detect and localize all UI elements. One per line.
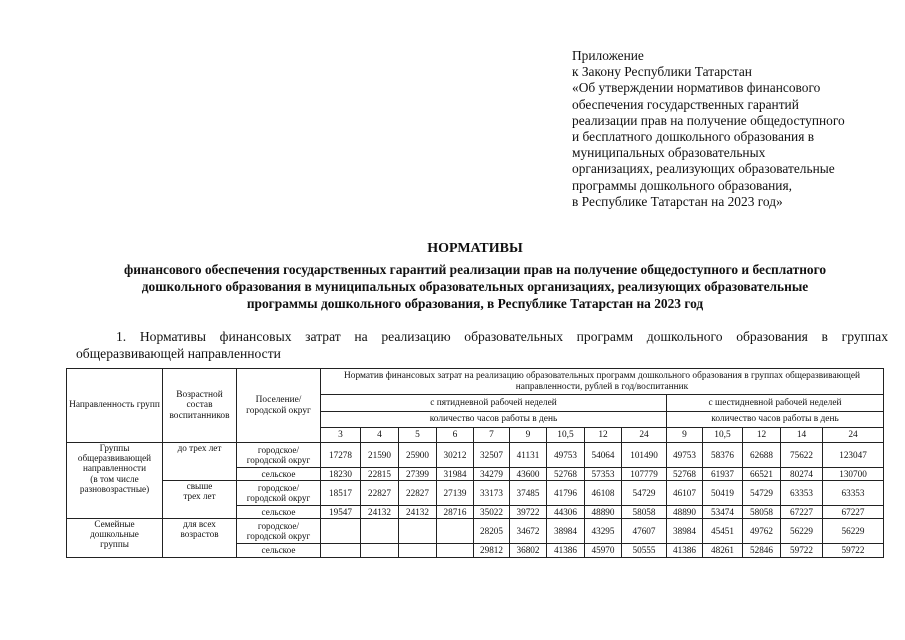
appendix-header [572,48,892,210]
value-cell [399,544,437,558]
value-cell: 47607 [622,519,667,544]
document-subtitle-line-3: программы дошкольного образования, в Республике Татарстан на 2023 год [246,296,704,311]
age-cell [163,481,237,519]
value-cell [361,519,399,544]
header-hours-five: 7 [474,428,510,443]
header-hours-six: 12 [743,428,781,443]
value-cell: 18230 [321,468,361,481]
appendix-line: обеспечения государственных гарантий [572,96,799,112]
section-paragraph [76,328,888,362]
value-cell [321,544,361,558]
value-cell: 48890 [585,506,622,519]
value-cell: 62688 [743,443,781,468]
cell-text-line: трех лет [183,491,216,502]
value-cell: 63353 [781,481,823,506]
settlement-cell [237,468,321,481]
value-cell [437,544,474,558]
value-cell: 46108 [585,481,622,506]
value-cell: 107779 [622,468,667,481]
document-subtitle-line-2: дошкольного образования в муниципальных образовательных организациях, реализующих образовательные [141,279,809,294]
value-cell: 18517 [321,481,361,506]
value-cell: 57353 [585,468,622,481]
value-cell: 37485 [510,481,547,506]
value-cell: 25900 [399,443,437,468]
cell-text-line: возрастов [180,529,219,540]
value-cell: 19547 [321,506,361,519]
value-cell: 52846 [743,544,781,558]
cell-text-line: сельское [261,468,296,479]
norms-table [66,368,884,558]
header-hours-six: 24 [823,428,884,443]
header-settlement: Поселение/ городской округ [237,369,321,443]
value-cell: 31984 [437,468,474,481]
value-cell: 41796 [547,481,585,506]
settlement-cell [237,443,321,468]
value-cell [321,519,361,544]
header-six-day-week: с шестидневной рабочей неделей [667,395,884,412]
value-cell: 58058 [743,506,781,519]
appendix-line: в Республике Татарстан на 2023 год» [572,193,783,209]
cell-text-line: разновозрастные) [79,483,150,494]
header-norm: Норматив финансовых затрат на реализацию образовательных программ дошкольного образования в группах общеразвивающей направленности, рублей в год/воспитанник [321,369,884,395]
header-hours-five: 6 [437,428,474,443]
settlement-cell [237,519,321,544]
value-cell: 27399 [399,468,437,481]
header-hours-six: 9 [667,428,703,443]
cell-text-line: городское/ [257,482,300,493]
value-cell: 32507 [474,443,510,468]
value-cell: 63353 [823,481,884,506]
value-cell: 75622 [781,443,823,468]
value-cell: 49753 [547,443,585,468]
value-cell: 35022 [474,506,510,519]
cell-text-line: Семейные [94,519,135,529]
age-cell [163,443,237,481]
value-cell: 22815 [361,468,399,481]
value-cell: 56229 [823,519,884,544]
value-cell: 123047 [823,443,884,468]
cell-text-line: сельское [261,545,296,556]
appendix-line: Приложение [572,48,644,63]
value-cell: 130700 [823,468,884,481]
appendix-line: программы дошкольного образования, [572,177,792,193]
value-cell: 38984 [547,519,585,544]
cell-text-line: Группы [99,443,130,453]
cell-text-line: группы [100,539,129,550]
value-cell: 21590 [361,443,399,468]
value-cell: 58058 [622,506,667,519]
value-cell: 27139 [437,481,474,506]
header-five-day-week: с пятидневной рабочей неделей [321,395,667,412]
value-cell: 34672 [510,519,547,544]
value-cell: 24132 [399,506,437,519]
value-cell: 22827 [361,481,399,506]
header-hours-six: 14 [781,428,823,443]
group-name-cell [67,443,163,519]
value-cell: 41131 [510,443,547,468]
table-row [67,519,884,544]
document-title: НОРМАТИВЫ [427,241,523,256]
value-cell: 80274 [781,468,823,481]
cell-text-line: дошкольные [90,529,139,540]
cell-text-line: свыше [186,481,213,491]
value-cell: 28716 [437,506,474,519]
header-direction: Направленность групп [67,369,163,443]
value-cell: 61937 [703,468,743,481]
value-cell: 39722 [510,506,547,519]
table-header [67,369,884,443]
cell-text-line: до трех лет [177,443,222,453]
appendix-line: «Об утверждении нормативов финансового [572,80,821,96]
table-body [67,443,884,558]
age-cell [163,519,237,558]
value-cell: 41386 [547,544,585,558]
value-cell: 17278 [321,443,361,468]
value-cell: 54729 [622,481,667,506]
header-hours-five: 24 [622,428,667,443]
appendix-line: муниципальных образовательных [572,145,766,161]
value-cell: 45970 [585,544,622,558]
appendix-line: и бесплатного дошкольного образования в [572,129,815,145]
value-cell: 52768 [667,468,703,481]
value-cell: 41386 [667,544,703,558]
cell-text-line: городское/ [257,520,300,531]
value-cell: 101490 [622,443,667,468]
value-cell: 48261 [703,544,743,558]
value-cell: 36802 [510,544,547,558]
header-hours-five: 3 [321,428,361,443]
settlement-cell [237,481,321,506]
header-hours-label-six: количество часов работы в день [667,412,884,428]
value-cell: 45451 [703,519,743,544]
table-row [67,481,884,506]
value-cell: 43600 [510,468,547,481]
header-hours-five: 9 [510,428,547,443]
cell-text-line: для всех [183,519,216,529]
value-cell: 50419 [703,481,743,506]
value-cell: 24132 [361,506,399,519]
appendix-line: к Закону Республики Татарстан [572,64,752,80]
value-cell: 48890 [667,506,703,519]
document-subtitle-line-1: финансового обеспечения государственных гарантий реализации прав на получение общедоступного и бесплатного [123,262,827,277]
cell-text-line: городской округ [246,455,311,465]
value-cell: 56229 [781,519,823,544]
value-cell [437,519,474,544]
value-cell: 22827 [399,481,437,506]
value-cell: 33173 [474,481,510,506]
value-cell: 59722 [781,544,823,558]
value-cell: 43295 [585,519,622,544]
value-cell: 49762 [743,519,781,544]
value-cell: 67227 [823,506,884,519]
value-cell: 38984 [667,519,703,544]
value-cell: 46107 [667,481,703,506]
paragraph-line-1: 1. Нормативы финансовых затрат на реализацию образовательных программ дошкольного образования в группах [116,329,888,344]
group-name-cell [67,519,163,558]
value-cell: 54729 [743,481,781,506]
value-cell: 44306 [547,506,585,519]
table-row [67,443,884,468]
value-cell: 58376 [703,443,743,468]
paragraph-line-2: общеразвивающей направленности [76,346,281,361]
header-age: Возрастной состав воспитанников [163,369,237,443]
header-hours-label-five: количество часов работы в день [321,412,667,428]
value-cell: 67227 [781,506,823,519]
value-cell: 50555 [622,544,667,558]
value-cell: 53474 [703,506,743,519]
header-hours-five: 12 [585,428,622,443]
value-cell [399,519,437,544]
value-cell: 52768 [547,468,585,481]
header-hours-six: 10,5 [703,428,743,443]
cell-text-line: общеразвивающей [77,453,152,464]
value-cell: 66521 [743,468,781,481]
value-cell [361,544,399,558]
value-cell: 54064 [585,443,622,468]
value-cell: 28205 [474,519,510,544]
cell-text-line: городской округ [246,531,311,541]
value-cell: 49753 [667,443,703,468]
cell-text-line: городской округ [246,493,311,503]
header-hours-five: 10,5 [547,428,585,443]
settlement-cell [237,544,321,558]
cell-text-line: сельское [261,506,296,517]
settlement-cell [237,506,321,519]
cell-text-line: городское/ [257,444,300,455]
cell-text-line: (в том числе [90,473,139,484]
value-cell: 29812 [474,544,510,558]
appendix-line: организациях, реализующих образовательные [572,161,835,177]
value-cell: 30212 [437,443,474,468]
appendix-line: реализации прав на получение общедоступного [572,112,845,128]
header-hours-five: 5 [399,428,437,443]
value-cell: 34279 [474,468,510,481]
value-cell: 59722 [823,544,884,558]
cell-text-line: направленности [82,463,146,474]
header-hours-five: 4 [361,428,399,443]
